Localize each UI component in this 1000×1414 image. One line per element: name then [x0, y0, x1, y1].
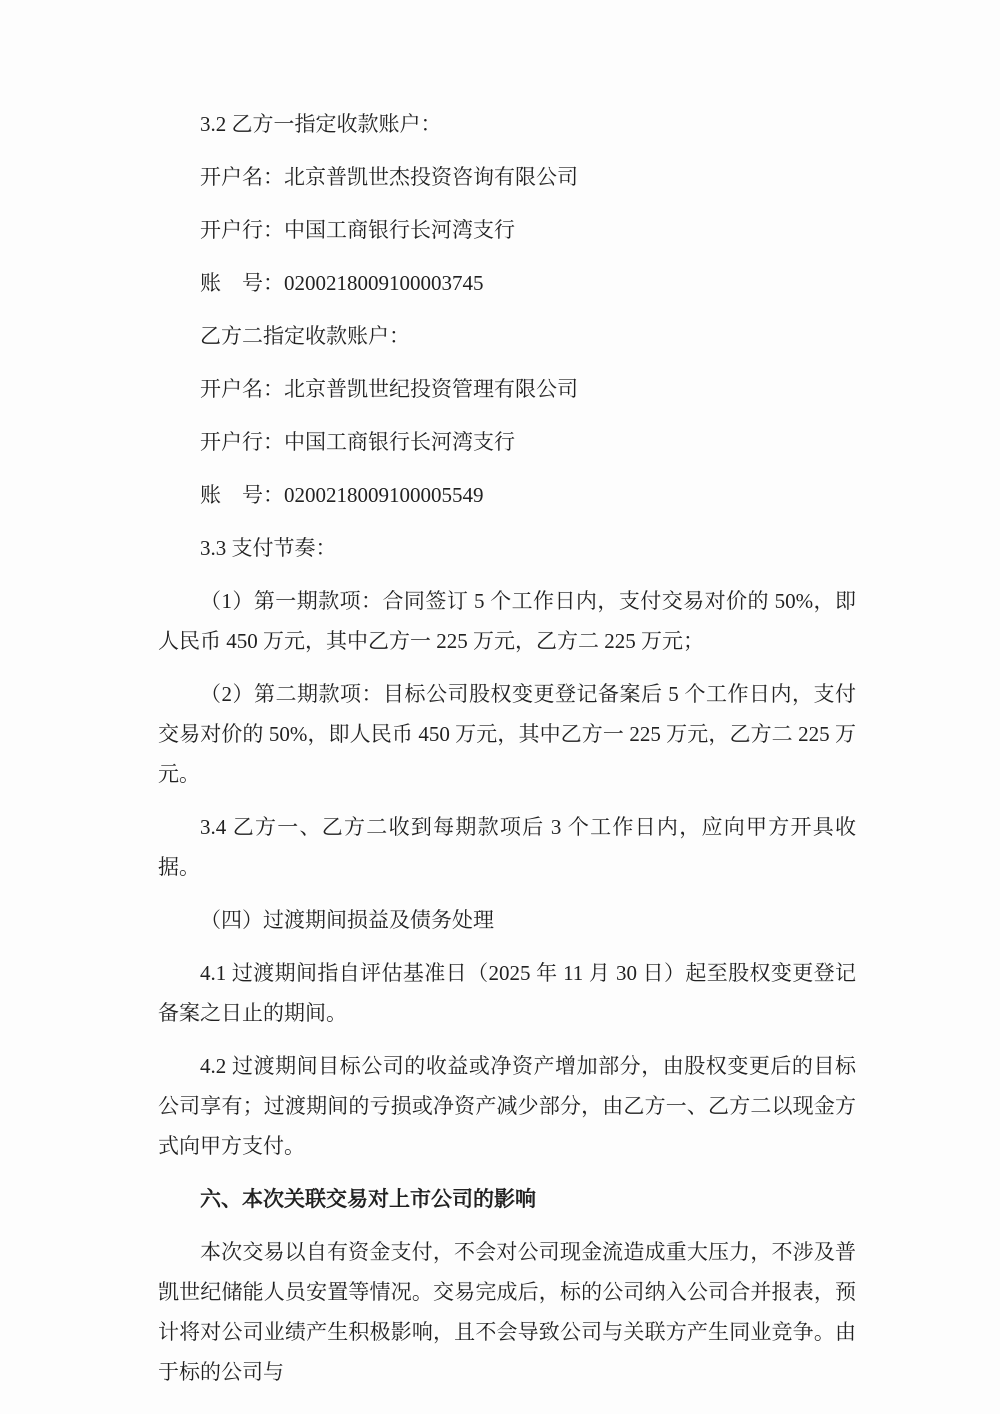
paragraph-bank-branch-2: 开户行：中国工商银行长河湾支行: [200, 430, 515, 454]
paragraph-clause-3-2: 3.2 乙方一指定收款账户：: [200, 112, 442, 136]
paragraph-account-name-2: 开户名：北京普凯世纪投资管理有限公司: [200, 377, 578, 401]
paragraph-party-b2-account: 乙方二指定收款账户：: [200, 324, 410, 348]
paragraph-payment-phase-2: （2）第二期款项：目标公司股权变更登记备案后 5 个工作日内，支付交易对价的 50%，即人民币 450 万元，其中乙方一 225 万元，乙方二 225 万元。: [158, 682, 856, 786]
paragraph-clause-4-1: 4.1 过渡期间指自评估基准日（2025 年 11 月 30 日）起至股权变更登记备案之日止的期间。: [158, 961, 856, 1025]
paragraph-account-number-1: 账 号：0200218009100003745: [200, 271, 484, 295]
paragraph-clause-4-2: 4.2 过渡期间目标公司的收益或净资产增加部分，由股权变更后的目标公司享有；过渡期间的亏损或净资产减少部分，由乙方一、乙方二以现金方式向甲方支付。: [158, 1054, 856, 1158]
paragraph-account-number-2: 账 号：0200218009100005549: [200, 483, 484, 507]
paragraph-impact-body: 本次交易以自有资金支付，不会对公司现金流造成重大压力，不涉及普凯世纪储能人员安置等情况。交易完成后，标的公司纳入公司合并报表，预计将对公司业绩产生积极影响，且不会导致公司与关联方产生同业竞争。由于标的公司与: [158, 1240, 856, 1384]
paragraph-payment-phase-1: （1）第一期款项：合同签订 5 个工作日内，支付交易对价的 50%，即人民币 450 万元，其中乙方一 225 万元，乙方二 225 万元；: [158, 589, 856, 653]
paragraph-account-name-1: 开户名：北京普凯世杰投资咨询有限公司: [200, 165, 578, 189]
paragraph-clause-3-3: 3.3 支付节奏：: [200, 536, 337, 560]
section-heading-impact: 六、本次关联交易对上市公司的影响: [200, 1187, 536, 1211]
document-content: [158, 104, 856, 1392]
paragraph-section-4-title: （四）过渡期间损益及债务处理: [200, 908, 494, 932]
paragraph-clause-3-4: 3.4 乙方一、乙方二收到每期款项后 3 个工作日内，应向甲方开具收据。: [158, 815, 856, 879]
paragraph-bank-branch-1: 开户行：中国工商银行长河湾支行: [200, 218, 515, 242]
